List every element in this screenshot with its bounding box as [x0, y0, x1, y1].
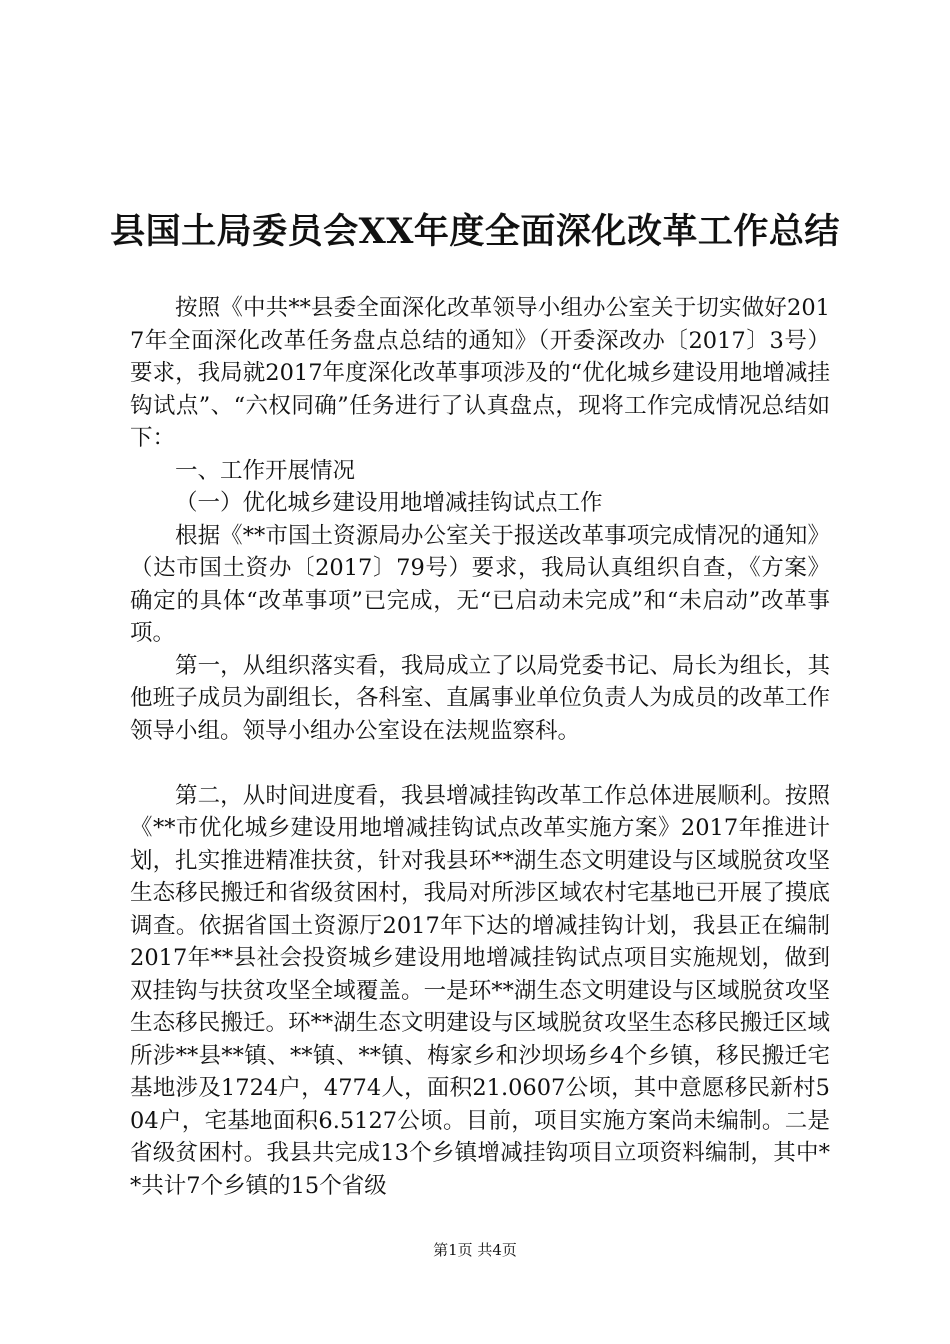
intro-paragraph: 按照《中共**县委全面深化改革领导小组办公室关于切实做好2017年全面深化改革任务盘点总结的通知》（开委深改办〔2017〕3号）要求，我局就2017年度深化改革事项涉及的“优化城乡建设用地增减挂钩试点”、“六权同确”任务进行了认真盘点，现将工作完成情况总结如下： [130, 295, 830, 451]
page-title: 县国土局委员会XX年度全面深化改革工作总结 [110, 211, 840, 253]
document-body [130, 292, 830, 1202]
paragraph-first: 第一，从组织落实看，我局成立了以局党委书记、局长为组长，其他班子成员为副组长，各科室、直属事业单位负责人为成员的改革工作领导小组。领导小组办公室设在法规监察科。 [130, 652, 830, 744]
paragraph-notice: 根据《**市国土资源局办公室关于报送改革事项完成情况的通知》（达市国土资办〔2017〕79号）要求，我局认真组织自查，《方案》确定的具体“改革事项”已完成，无“已启动未完成”和“未启动”改革事项。 [130, 522, 830, 646]
subsection-heading: （一）优化城乡建设用地增减挂钩试点工作 [175, 490, 603, 516]
section-heading: 一、工作开展情况 [175, 457, 356, 484]
page-footer: 第1页 共4页 [433, 1241, 517, 1259]
paragraph-second: 第二，从时间进度看，我县增减挂钩改革工作总体进展顺利。按照《**市优化城乡建设用地增减挂钩试点改革实施方案》2017年推进计划，扎实推进精准扶贫，针对我县环**湖生态文明建设与区域脱贫攻坚生态移民搬迁和省级贫困村，我局对所涉区域农村宅基地已开展了摸底调查。依据省国土资源厅2017年下达的增减挂钩计划，我县正在编制2017年**县社会投资城乡建设用地增减挂钩试点项目实施规划，做到双挂钩与扶贫攻坚全域覆盖。一是环**湖生态文明建设与区域脱贫攻坚生态移民搬迁。环**湖生态文明建设与区域脱贫攻坚生态移民搬迁区域所涉**县**镇、**镇、**镇、梅家乡和沙坝场乡4个乡镇，移民搬迁宅基地涉及1724户，4774人，面积21.0607公顷，其中意愿移民新村504户，宅基地面积6.5127公顷。目前，项目实施方案尚未编制。二是省级贫困村。我县共完成13个乡镇增减挂钩项目立项资料编制，其中**共计7个乡镇的15个省级 [130, 782, 830, 1199]
